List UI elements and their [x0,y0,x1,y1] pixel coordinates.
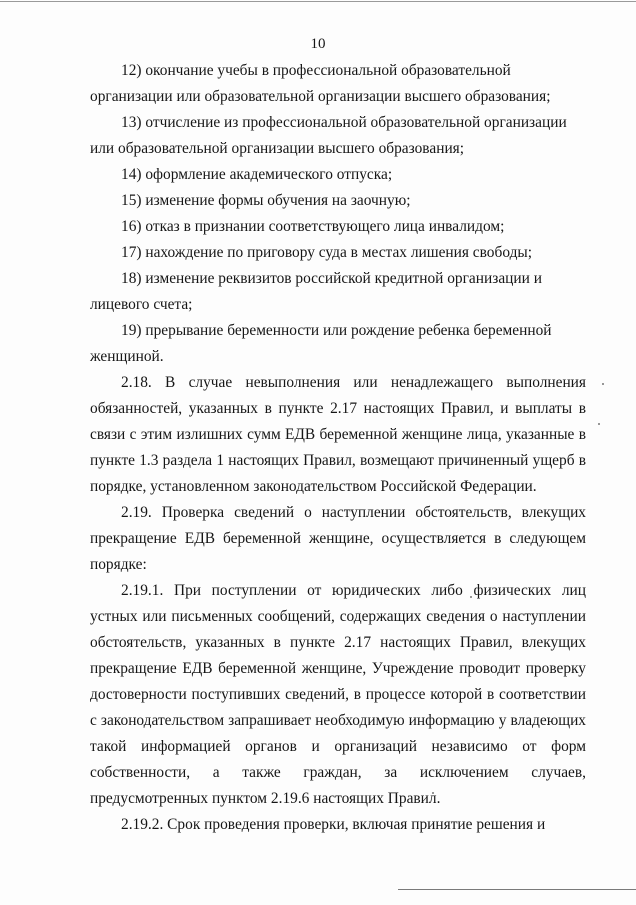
list-item: 12) окончание учебы в профессиональной образовательной организации или образовательной организации высшего образования; [90,62,551,105]
list-item: 17) нахождение по приговору суда в местах лишения свободы; [121,244,533,261]
list-item: 15) изменение формы обучения на заочную; [121,192,411,209]
list-item: 16) отказ в признании соответствующего лица инвалидом; [121,218,505,235]
list-item: 19) прерывание беременности или рождение ребенка беременной женщиной. [90,322,552,365]
list-item: 13) отчисление из профессиональной образовательной организации или образовательной организации высшего образования; [90,114,567,157]
section-paragraph: 2.18. В случае невыполнения или ненадлежащего выполнения обязанностей, указанных в пункте 2.17 настоящих Правил, и выплаты в связи с этим излишних сумм ЕДВ беременной женщине лица, указанные в пункте 1.3 раздела 1 настоящих Правил, возмещают причиненный ущерб в порядке, установленном законодательством Российской Федерации. [90,374,586,495]
page-number: 10 [310,36,326,52]
section-paragraph: 2.19. Проверка сведений о наступлении обстоятельств, влекущих прекращение ЕДВ беременной женщине, осуществляется в следующем порядке: [90,504,586,573]
document-body [90,58,586,838]
list-item: 18) изменение реквизитов российской кредитной организации и лицевого счета; [90,270,542,313]
scan-edge-bottom [398,889,636,890]
scan-edge-top [0,1,636,2]
scan-speck [602,383,604,385]
scan-speck [598,423,600,425]
section-paragraph: 2.19.2. Срок проведения проверки, включая принятие решения и [121,816,546,833]
section-paragraph: 2.19.1. При поступлении от юридических либо физических лиц устных или письменных сообщений, содержащих сведения о наступлении обстоятельств, указанных в пункте 2.17 настоящих Правил, влекущих прекращение ЕДВ беременной женщине, Учреждение проводит проверку достоверности поступивших сведений, в процессе которой в соответствии с законодательством запрашивает необходимую информацию у владеющих такой информацией органов и организаций независимо от форм собственности, а также граждан, за исключением случаев, предусмотренных пунктом 2.19.6 настоящих Правил. [90,582,586,807]
list-item: 14) оформление академического отпуска; [121,166,393,183]
